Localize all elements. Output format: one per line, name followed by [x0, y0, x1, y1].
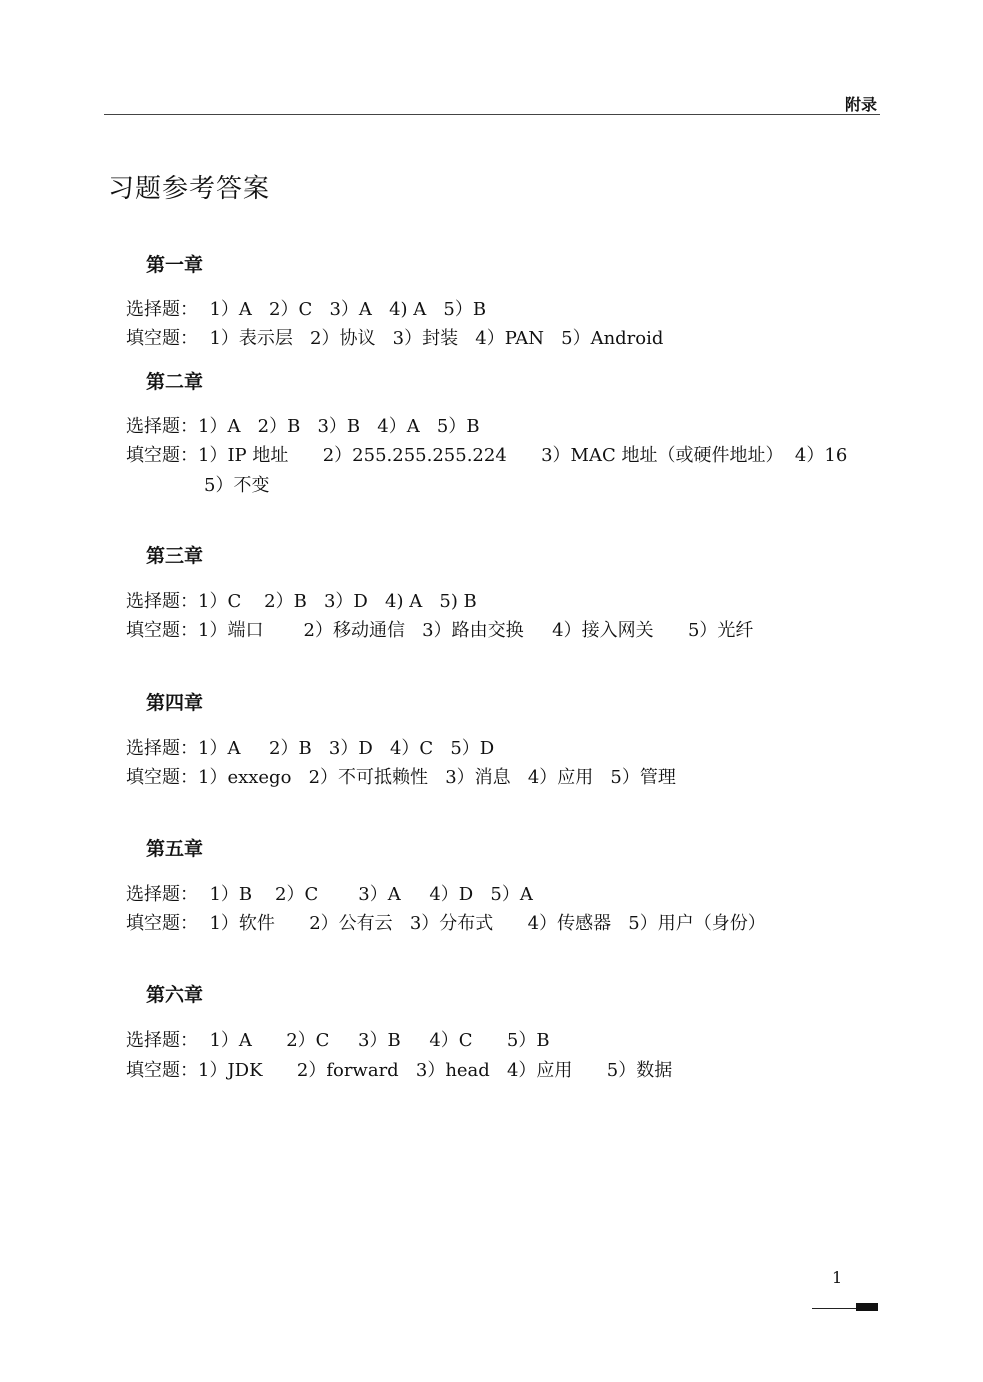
footer-rule — [812, 1308, 856, 1309]
chapter-4-choice-answers: 选择题：1）A 2）B 3）D 4）C 5）D — [126, 738, 495, 759]
header-rule — [104, 114, 880, 115]
chapter-2-heading: 第二章 — [146, 371, 204, 393]
chapter-3-choice-answers: 选择题：1）C 2）B 3）D 4) A 5) B — [126, 591, 477, 612]
chapter-1-choice-answers: 选择题： 1）A 2）C 3）A 4) A 5）B — [126, 299, 487, 320]
footer-block — [856, 1303, 878, 1311]
chapter-6-fill-answers: 填空题：1）JDK 2）forward 3）head 4）应用 5）数据 — [126, 1060, 673, 1081]
chapter-1-fill-answers: 填空题： 1）表示层 2）协议 3）封装 4）PAN 5）Android — [126, 328, 664, 349]
chapter-2-choice-answers: 选择题：1）A 2）B 3）B 4）A 5）B — [126, 416, 480, 437]
chapter-4-heading: 第四章 — [146, 692, 204, 714]
chapter-2-fill-answers-cont: 5）不变 — [204, 475, 270, 496]
chapter-3-heading: 第三章 — [146, 545, 204, 567]
chapter-6-heading: 第六章 — [146, 984, 204, 1006]
page-number: 1 — [832, 1268, 843, 1287]
chapter-2-fill-answers: 填空题：1）IP 地址 2）255.255.255.224 3）MAC 地址（或硬件地址） 4）16 — [126, 445, 848, 466]
header-label: 附录 — [844, 95, 877, 114]
chapter-3-fill-answers: 填空题：1）端口 2）移动通信 3）路由交换 4）接入网关 5）光纤 — [126, 620, 754, 641]
chapter-6-choice-answers: 选择题： 1）A 2）C 3）B 4）C 5）B — [126, 1030, 550, 1051]
chapter-1-heading: 第一章 — [146, 254, 204, 276]
chapter-5-fill-answers: 填空题： 1）软件 2）公有云 3）分布式 4）传感器 5）用户（身份） — [126, 913, 766, 934]
page-title: 习题参考答案 — [108, 174, 271, 204]
chapter-5-choice-answers: 选择题： 1）B 2）C 3）A 4）D 5）A — [126, 884, 533, 905]
chapter-5-heading: 第五章 — [146, 838, 204, 860]
chapter-4-fill-answers: 填空题：1）exxego 2）不可抵赖性 3）消息 4）应用 5）管理 — [126, 767, 676, 788]
